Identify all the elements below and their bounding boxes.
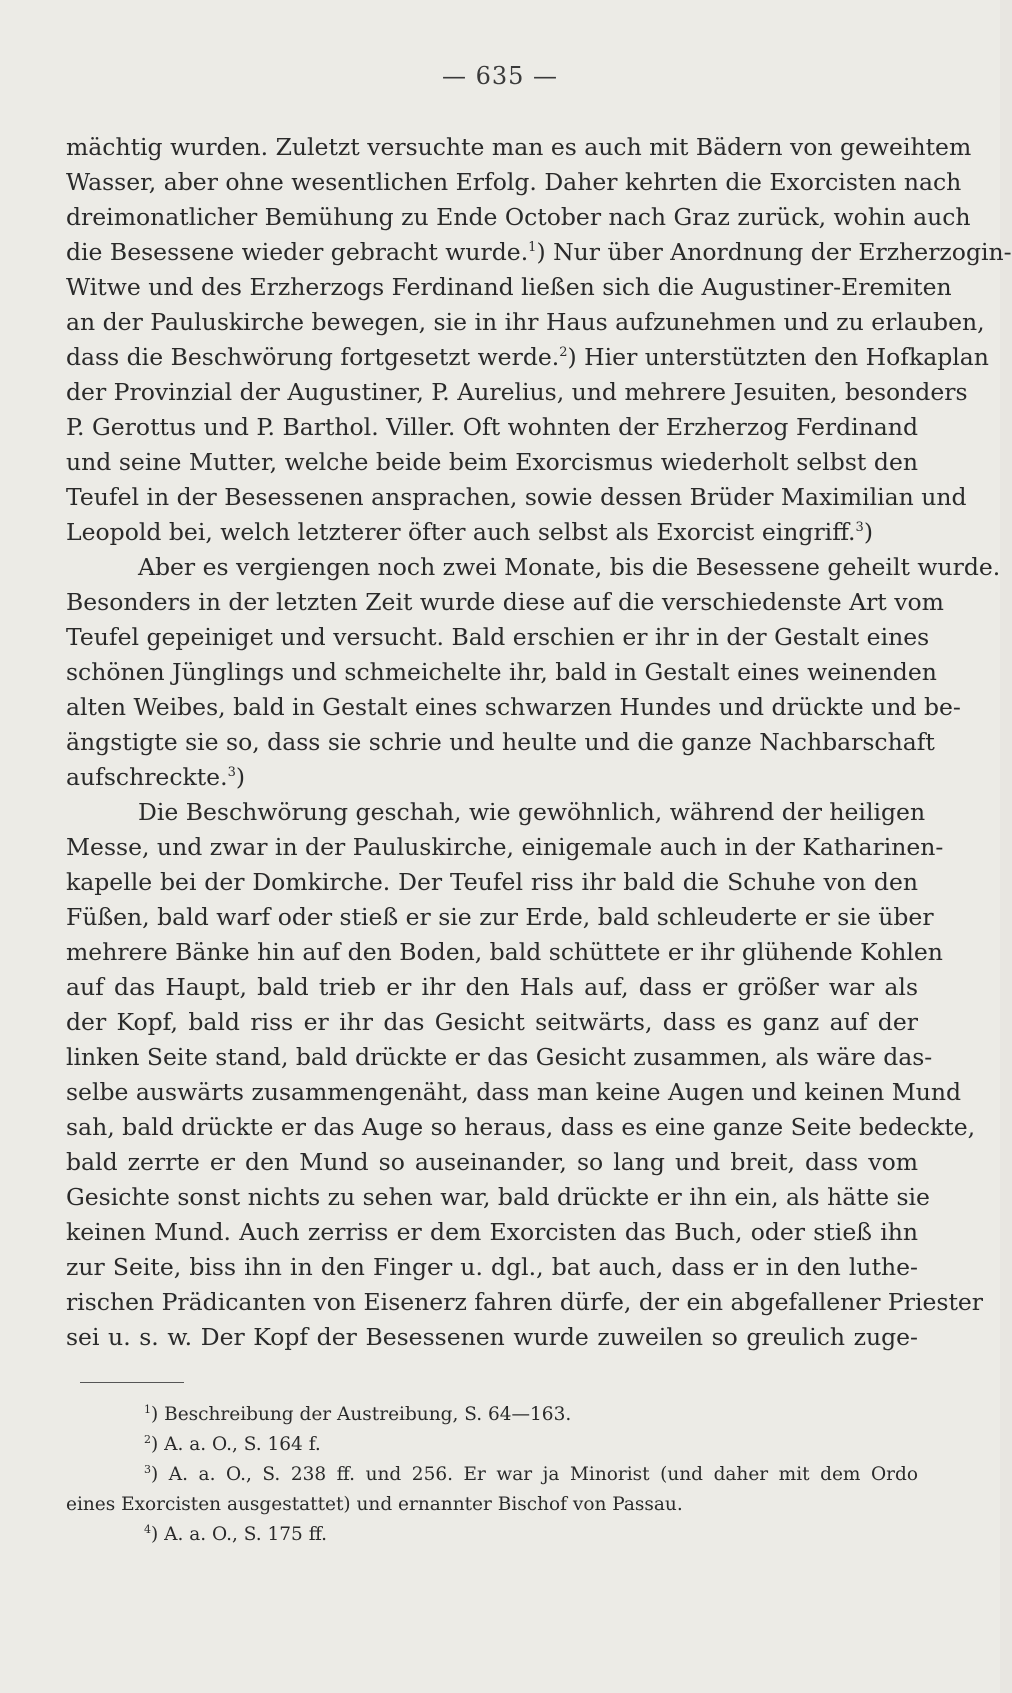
text-line: [66, 375, 968, 410]
text-line: [66, 340, 989, 375]
text-line: [66, 830, 944, 865]
footnote: [66, 1490, 918, 1520]
text-line: [66, 550, 1001, 585]
text-line: [66, 1250, 918, 1285]
line-text: Messe, und zwar in der Pauluskirche, einigemale auch in der Katharinen-: [66, 833, 944, 861]
text-line: [66, 725, 935, 760]
line-text: alten Weibes, bald in Gestalt eines schwarzen Hundes und drückte und be-: [66, 693, 961, 721]
line-text: zur Seite, biss ihn in den Finger u. dgl., bat auch, dass er in den luthe-: [66, 1253, 918, 1281]
footnote-marker: 3: [144, 1462, 151, 1476]
text-line: [66, 305, 985, 340]
text-line: [66, 690, 961, 725]
text-line: [66, 130, 972, 165]
line-text: schönen Jünglings und schmeichelte ihr, bald in Gestalt eines weinenden: [66, 658, 937, 686]
line-text: Die Beschwörung geschah, wie gewöhnlich, während der heiligen: [138, 798, 926, 826]
footnote-text: ) A. a. O., S. 175 ff.: [151, 1524, 328, 1545]
text-line: [66, 165, 962, 200]
text-line: [66, 900, 934, 935]
line-text: Wasser, aber ohne wesentlichen Erfolg. Daher kehrten die Exorcisten nach: [66, 168, 962, 196]
text-line: [66, 970, 918, 1005]
text-line: [66, 1320, 918, 1355]
line-text: Füßen, bald warf oder stieß er sie zur Erde, bald schleuderte er sie über: [66, 903, 934, 931]
line-text: sah, bald drückte er das Auge so heraus, dass es eine ganze Seite bedeckte,: [66, 1113, 976, 1141]
footnote-separator: [80, 1382, 184, 1383]
text-line: [66, 480, 967, 515]
footnote-marker: 2: [144, 1432, 151, 1446]
text-line: [66, 1180, 930, 1215]
text-line: [66, 1005, 918, 1040]
line-text: Aber es vergiengen noch zwei Monate, bis die Besessene geheilt wurde.: [138, 553, 1001, 581]
line-text: die Besessene wieder gebracht wurde.: [66, 238, 529, 266]
footnote: [66, 1400, 918, 1430]
line-text: an der Pauluskirche bewegen, sie in ihr Haus aufzunehmen und zu erlauben,: [66, 308, 985, 336]
text-line: [66, 410, 918, 445]
text-line: [66, 445, 918, 480]
text-line: [66, 935, 943, 970]
line-text: dass die Beschwörung fortgesetzt werde.: [66, 343, 560, 371]
line-text-continued: ): [863, 518, 873, 546]
footnote-reference: 3: [855, 520, 864, 536]
line-text-continued: ): [235, 763, 246, 791]
text-line: [66, 1040, 933, 1075]
text-line: [66, 795, 926, 830]
footnote-reference: 2: [559, 345, 568, 361]
text-line: [66, 200, 971, 235]
text-line: [66, 1110, 976, 1145]
line-text: mehrere Bänke hin auf den Boden, bald schüttete er ihr glühende Kohlen: [66, 938, 943, 966]
text-line: [66, 865, 918, 900]
line-text: Gesichte sonst nichts zu sehen war, bald drückte er ihn ein, als hätte sie: [66, 1183, 930, 1211]
line-text: linken Seite stand, bald drückte er das Gesicht zusammen, als wäre das-: [66, 1043, 933, 1071]
footnote-marker: 4: [144, 1522, 151, 1536]
text-line: [66, 1215, 918, 1250]
footnote-reference: 3: [227, 765, 236, 781]
text-line: [66, 270, 952, 305]
body-text: [66, 130, 1012, 1355]
footnote-text: eines Exorcisten ausgestattet) und ernannter Bischof von Passau.: [66, 1494, 683, 1515]
line-text: Besonders in der letzten Zeit wurde diese auf die verschiedenste Art vom: [66, 588, 944, 616]
line-text: kapelle bei der Domkirche. Der Teufel riss ihr bald die Schuhe von den: [66, 868, 918, 896]
line-text: aufschreckte.: [66, 763, 228, 791]
text-line: [66, 515, 918, 550]
line-text: bald zerrte er den Mund so auseinander, so lang und breit, dass vom: [66, 1148, 918, 1176]
line-text: und seine Mutter, welche beide beim Exorcismus wiederholt selbst den: [66, 448, 918, 476]
footnote-reference: 1: [528, 240, 537, 256]
line-text: der Provinzial der Augustiner, P. Aurelius, und mehrere Jesuiten, besonders: [66, 378, 968, 406]
line-text: auf das Haupt, bald trieb er ihr den Hals auf, dass er größer war als: [66, 973, 918, 1001]
footnote: [66, 1520, 918, 1550]
text-line: [66, 760, 918, 795]
line-text: Teufel gepeiniget und versucht. Bald erschien er ihr in der Gestalt eines: [66, 623, 930, 651]
line-text: Leopold bei, welch letzterer öfter auch selbst als Exorcist eingriff.: [66, 518, 856, 546]
line-text: rischen Prädicanten von Eisenerz fahren dürfe, der ein abgefallener Priester: [66, 1288, 984, 1316]
footnotes: [66, 1400, 918, 1550]
line-text-continued: ) Nur über Anordnung der Erzherzogin-: [536, 238, 1012, 266]
line-text-continued: ) Hier unterstützten den Hofkaplan: [567, 343, 989, 371]
text-line: [66, 1285, 984, 1320]
footnote-text: ) Beschreibung der Austreibung, S. 64—163.: [151, 1404, 572, 1425]
line-text: sei u. s. w. Der Kopf der Besessenen wurde zuweilen so greulich zuge-: [66, 1323, 918, 1351]
text-line: [66, 1075, 962, 1110]
text-line: [66, 235, 1012, 270]
text-line: [66, 585, 944, 620]
line-text: dreimonatlicher Bemühung zu Ende October nach Graz zurück, wohin auch: [66, 203, 971, 231]
footnote-text: ) A. a. O., S. 238 ff. und 256. Er war ja Minorist (und daher mit dem Ordo: [151, 1464, 918, 1485]
footnote-marker: 1: [144, 1402, 151, 1416]
line-text: der Kopf, bald riss er ihr das Gesicht seitwärts, dass es ganz auf der: [66, 1008, 918, 1036]
line-text: Teufel in der Besessenen ansprachen, sowie dessen Brüder Maximilian und: [66, 483, 967, 511]
text-line: [66, 620, 930, 655]
line-text: P. Gerottus und P. Barthol. Viller. Oft wohnten der Erzherzog Ferdinand: [66, 413, 918, 441]
footnote: [66, 1430, 918, 1460]
text-line: [66, 655, 937, 690]
line-text: ängstigte sie so, dass sie schrie und heulte und die ganze Nachbarschaft: [66, 728, 935, 756]
line-text: keinen Mund. Auch zerriss er dem Exorcisten das Buch, oder stieß ihn: [66, 1218, 918, 1246]
line-text: selbe auswärts zusammengenäht, dass man keine Augen und keinen Mund: [66, 1078, 962, 1106]
footnote-text: ) A. a. O., S. 164 f.: [151, 1434, 321, 1455]
page-number: — 635 —: [441, 62, 559, 90]
line-text: Witwe und des Erzherzogs Ferdinand ließen sich die Augustiner-Eremiten: [66, 273, 952, 301]
text-line: [66, 1145, 918, 1180]
line-text: mächtig wurden. Zuletzt versuchte man es auch mit Bädern von geweihtem: [66, 133, 972, 161]
footnote: [66, 1460, 918, 1490]
